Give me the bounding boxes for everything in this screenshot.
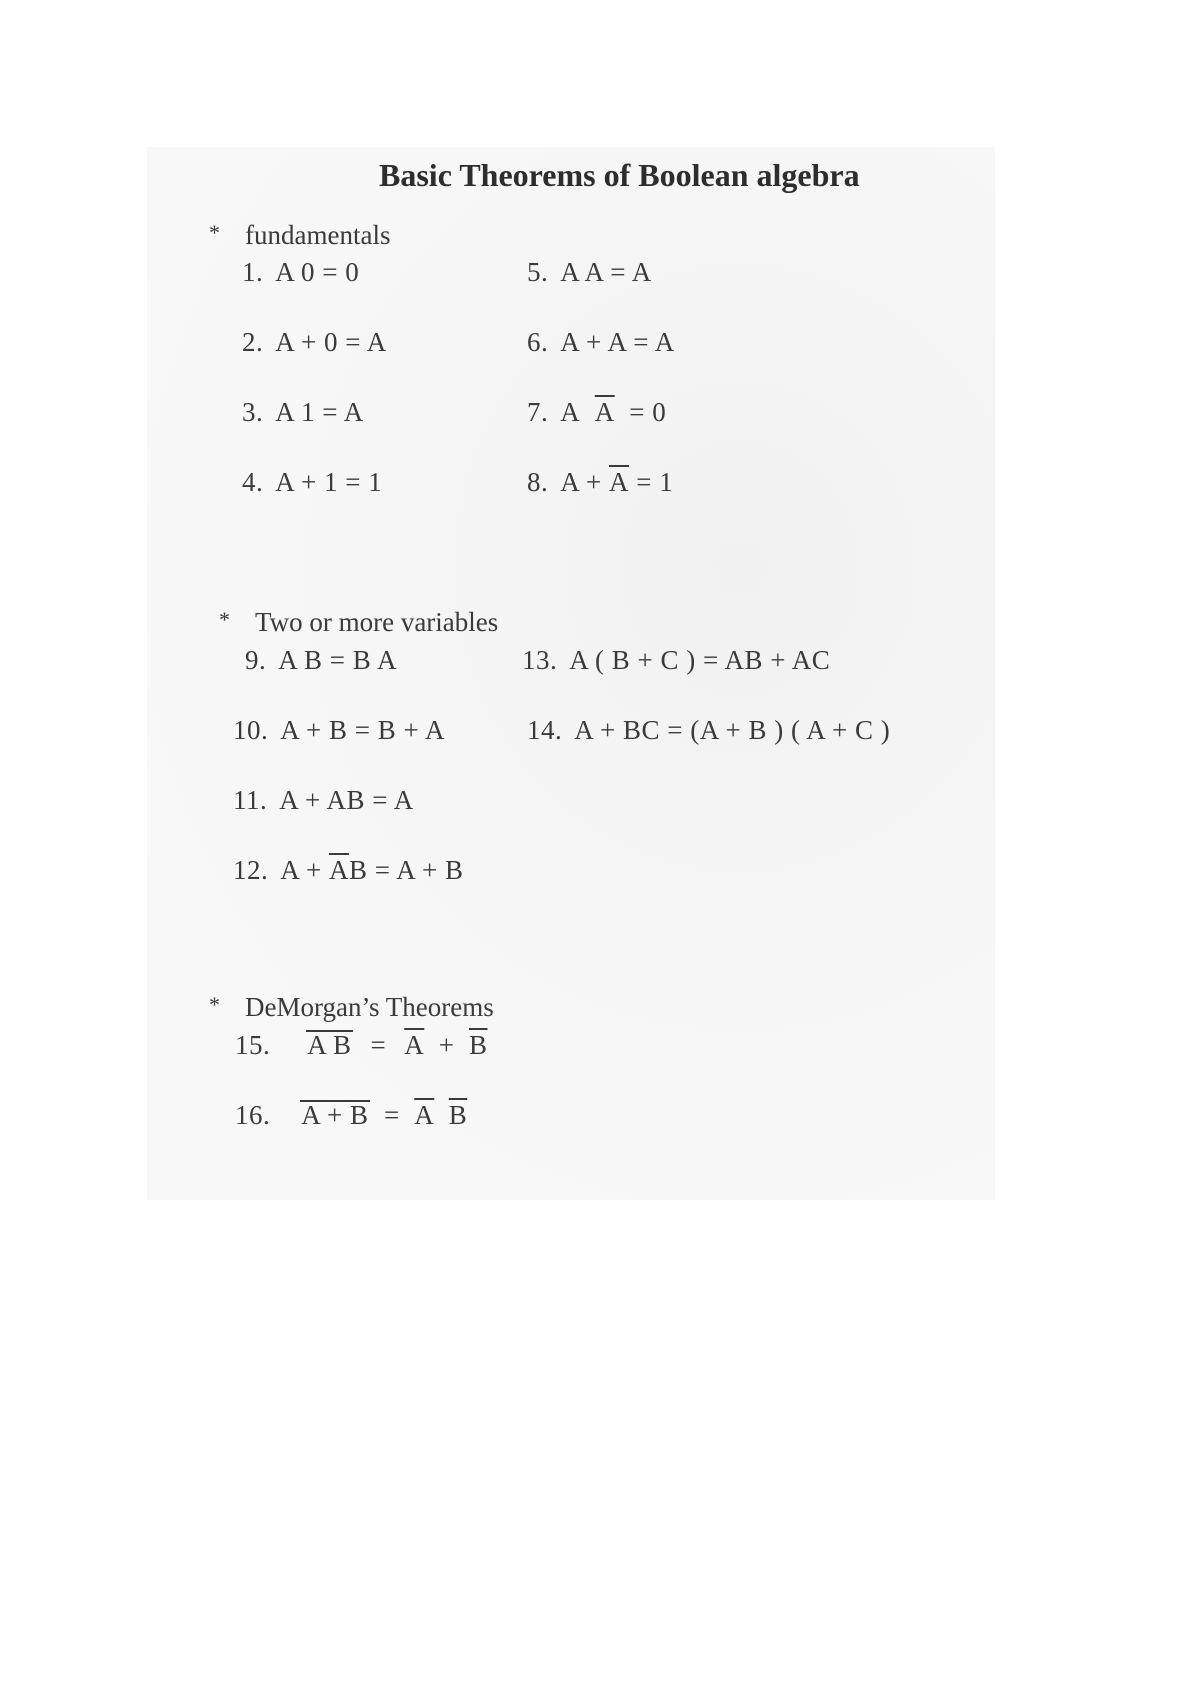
theorem-2 xyxy=(242,327,387,358)
section-heading-two-or-more-variables xyxy=(219,607,498,638)
term: A + xyxy=(280,855,322,885)
theorem-expression xyxy=(560,467,673,498)
theorem-expression: A B = B A xyxy=(278,645,398,675)
theorem-5 xyxy=(527,257,652,288)
theorem-10 xyxy=(233,715,445,746)
scanned-page xyxy=(147,147,995,1200)
theorem-15 xyxy=(235,1030,488,1061)
bullet-star: * xyxy=(209,220,220,245)
theorem-expression: A 1 = A xyxy=(275,397,364,427)
section-heading-fundamentals xyxy=(209,220,390,251)
complemented-term: $\overline{A}$ xyxy=(329,855,349,885)
section-heading-demorgans-theorems xyxy=(209,992,494,1023)
theorem-11 xyxy=(233,785,414,816)
theorem-3 xyxy=(242,397,364,428)
theorem-number: 8. xyxy=(527,467,549,497)
theorem-number: 7. xyxy=(527,397,549,427)
theorem-14 xyxy=(527,715,890,746)
theorem-expression: A + B = B + A xyxy=(280,715,445,745)
theorem-number: 6. xyxy=(527,327,549,357)
theorem-expression xyxy=(560,397,666,428)
section-title: fundamentals xyxy=(245,220,391,250)
theorem-number: 15. xyxy=(235,1030,271,1060)
complemented-term: $\overline{A}$ xyxy=(414,1100,435,1130)
theorem-16 xyxy=(235,1100,467,1131)
theorem-number: 1. xyxy=(242,257,264,287)
theorem-expression: A + 1 = 1 xyxy=(275,467,383,497)
theorem-expression xyxy=(280,855,463,886)
term: A xyxy=(560,397,581,427)
plus-sign: + xyxy=(438,1030,455,1060)
bullet-star: * xyxy=(219,607,230,632)
theorem-number: 5. xyxy=(527,257,549,287)
term: = 1 xyxy=(636,467,674,497)
section-title: Two or more variables xyxy=(255,607,499,637)
theorem-4 xyxy=(242,467,382,498)
complemented-term: $\overline{A}$ xyxy=(594,397,615,427)
theorem-13 xyxy=(522,645,830,676)
complemented-term: $\overline{A}$ xyxy=(609,467,629,497)
theorem-8 xyxy=(527,467,673,498)
page-title: Basic Theorems of Boolean algebra xyxy=(379,157,860,193)
theorem-number: 16. xyxy=(235,1100,271,1130)
term: B = A + B xyxy=(349,855,464,885)
theorem-6 xyxy=(527,327,675,358)
theorem-expression: A 0 = 0 xyxy=(275,257,360,287)
complemented-term: $\overline{B}$ xyxy=(469,1030,488,1060)
complemented-term: $\overline{A}$ xyxy=(404,1030,425,1060)
complemented-product: A B xyxy=(307,1030,352,1060)
term: = 0 xyxy=(629,397,667,427)
theorem-number: 11. xyxy=(233,785,268,815)
theorem-number: 3. xyxy=(242,397,264,427)
theorem-expression: A + BC = (A + B ) ( A + C ) xyxy=(574,715,891,745)
theorem-expression: A + 0 = A xyxy=(275,327,387,357)
equals-sign: = xyxy=(384,1100,400,1130)
theorem-expression: A ( B + C ) = AB + AC xyxy=(569,645,831,675)
complemented-sum: A + B xyxy=(301,1100,369,1130)
term: A + xyxy=(560,467,602,497)
theorem-number: 10. xyxy=(233,715,269,745)
equals-sign: = xyxy=(370,1030,387,1060)
theorem-number: 4. xyxy=(242,467,264,497)
theorem-1 xyxy=(242,257,359,288)
theorem-12 xyxy=(233,855,464,886)
theorem-9 xyxy=(245,645,397,676)
theorem-expression: A A = A xyxy=(560,257,652,287)
theorem-expression xyxy=(300,1100,467,1131)
theorem-number: 12. xyxy=(233,855,269,885)
theorem-number: 9. xyxy=(245,645,267,675)
section-title: DeMorgan’s Theorems xyxy=(245,992,494,1022)
theorem-number: 13. xyxy=(522,645,558,675)
theorem-expression: A + A = A xyxy=(560,327,675,357)
complemented-term: $\overline{B}$ xyxy=(448,1100,468,1130)
theorem-number: 14. xyxy=(527,715,563,745)
theorem-expression: A + AB = A xyxy=(279,785,414,815)
theorem-7 xyxy=(527,397,666,428)
theorem-expression xyxy=(306,1030,487,1061)
bullet-star: * xyxy=(209,992,220,1017)
theorem-number: 2. xyxy=(242,327,264,357)
